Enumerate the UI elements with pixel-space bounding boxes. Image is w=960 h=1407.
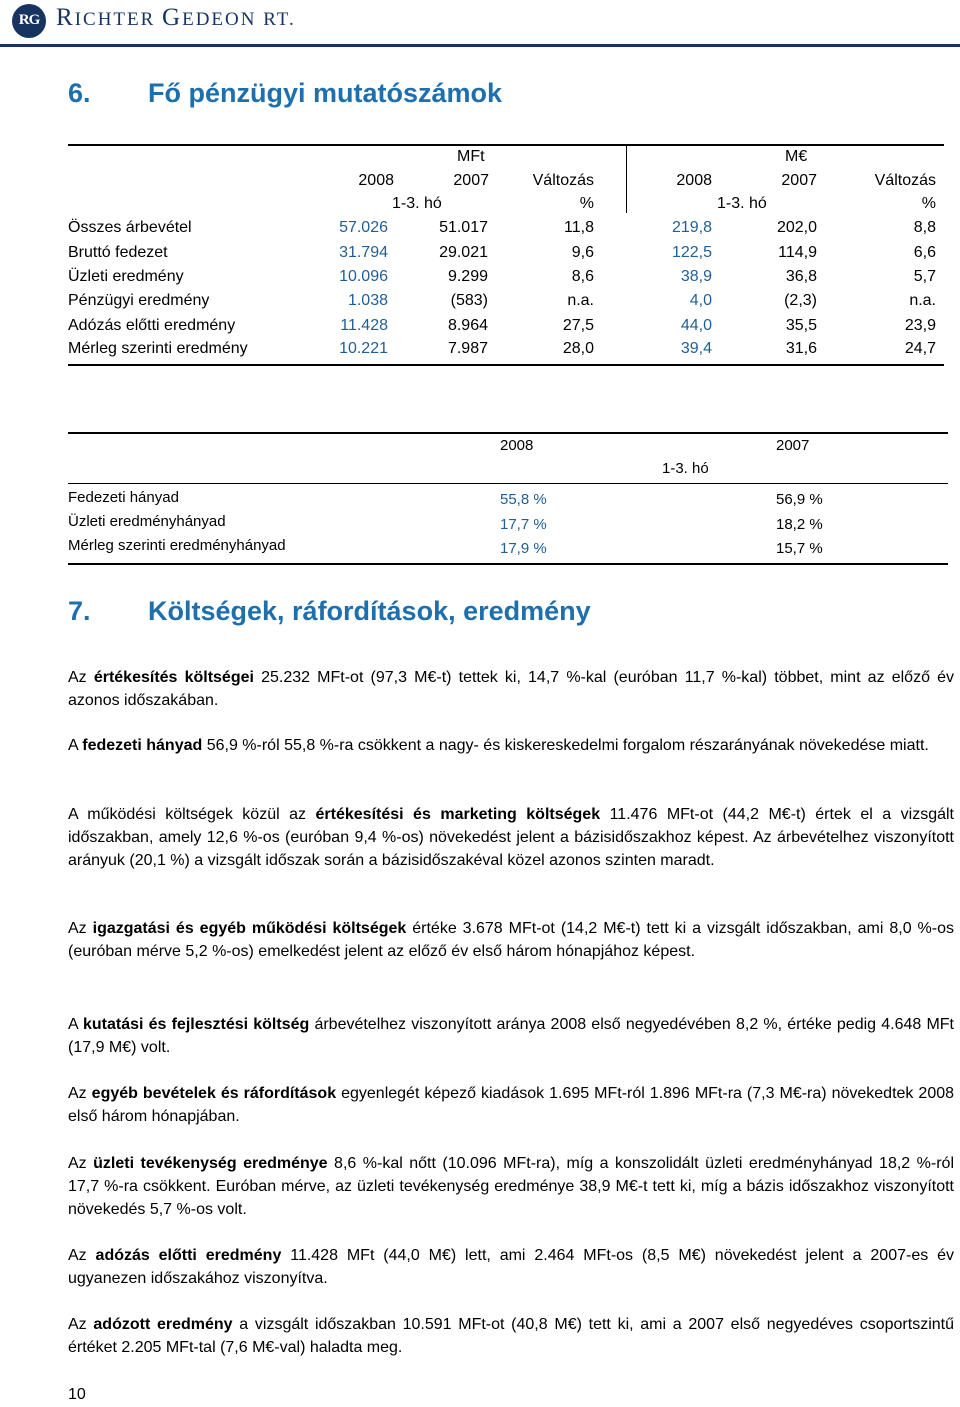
table1-group-meur: M€ (785, 148, 808, 165)
cell-2008: 17,9 % (500, 540, 547, 557)
cell-mft-2008: 10.221 (339, 340, 388, 357)
t2-head-2008: 2008 (500, 437, 534, 454)
t1-head-mft-2007: 2007 (453, 172, 489, 189)
table1-column-divider (626, 146, 627, 213)
cell-mft-change: 11,8 (564, 219, 594, 236)
table2-top-rule (68, 432, 948, 434)
cell-2007: 56,9 % (776, 491, 823, 508)
cell-meur-2008: 44,0 (680, 317, 712, 334)
table1-top-rule (68, 144, 944, 146)
row-label: Mérleg szerinti eredmény (68, 340, 248, 357)
t2-period: 1-3. hó (662, 460, 709, 477)
paragraph-gross-margin: A fedezeti hányad 56,9 %-ról 55,8 %-ra csökkent a nagy- és kiskereskedelmi forgalom részarányának növekedése miatt. (68, 737, 929, 754)
cell-meur-change: n.a. (909, 292, 936, 309)
t1-head-meur-change: Változás (874, 172, 936, 189)
t1-head-meur-2007: 2007 (781, 172, 817, 189)
table1-bottom-rule (68, 364, 944, 366)
cell-mft-2007: 9.299 (447, 268, 488, 285)
t1-head-mft-change: Változás (532, 172, 594, 189)
section-7-number: 7. (68, 596, 91, 626)
cell-mft-2007: (583) (450, 292, 488, 309)
paragraph-profit-before-tax: Az adózás előtti eredmény 11.428 MFt (44,0 M€) lett, ami 2.464 MFt-os (8,5 M€) növekedést jelent a 2007-es év ugyanezen időszakához viszonyítva. (68, 1247, 954, 1287)
paragraph-other-income: Az egyéb bevételek és ráfordítások egyenlegét képező kiadások 1.695 MFt-ról 1.896 MFt-ra (7,3 M€-ra) növekedtek 2008 első három hónapjában. (68, 1085, 955, 1125)
cell-meur-change: 23,9 (904, 317, 936, 334)
cell-meur-2007: 114,9 (778, 244, 817, 261)
table1-group-mft: MFt (457, 148, 485, 165)
cell-meur-change: 8,8 (913, 219, 936, 236)
company-name: RICHTER GEDEON RT. (56, 4, 296, 31)
cell-meur-change: 6,6 (913, 244, 936, 261)
paragraph-selling-costs: Az értékesítés költségei 25.232 MFt-ot (97,3 M€-t) tettek ki, 14,7 %-kal (euróban 11,7 %-kal) többet, mint az előző év azonos időszakában. (68, 669, 955, 709)
cell-mft-change: 27,5 (562, 317, 594, 334)
logo-monogram: RG (18, 12, 40, 28)
section-6-title: Fő pénzügyi mutatószámok (148, 78, 503, 108)
header-rule (0, 44, 960, 47)
cell-meur-2007: 36,8 (785, 268, 817, 285)
paragraph-rnd-costs: A kutatási és fejlesztési költség árbevételhez viszonyított aránya 2008 első negyedévében 8,2 %, értéke pedig 4.648 MFt (17,9 M€) volt. (68, 1016, 954, 1056)
row-label: Üzleti eredmény (68, 268, 184, 285)
cell-2007: 18,2 % (776, 516, 823, 533)
cell-mft-change: 8,6 (571, 268, 594, 285)
paragraph-admin-costs: Az igazgatási és egyéb működési költségek értéke 3.678 MFt-ot (14,2 M€-t) tett ki a vizsgált időszakban, ami 8,0 %-os (euróban mérve 5,2 %-os) emelkedést jelent az előző év első három hónapjához képest. (68, 920, 955, 960)
cell-meur-2007: 35,5 (785, 317, 817, 334)
cell-meur-2007: 31,6 (785, 340, 817, 357)
cell-meur-2007: 202,0 (776, 219, 817, 236)
cell-mft-2007: 7.987 (447, 340, 488, 357)
cell-mft-2008: 1.038 (347, 292, 388, 309)
section-6-number: 6. (68, 78, 91, 108)
row-label: Mérleg szerinti eredményhányad (68, 537, 286, 554)
row-label: Bruttó fedezet (68, 244, 168, 261)
cell-meur-2008: 219,8 (671, 219, 712, 236)
row-label: Adózás előtti eredmény (68, 317, 236, 334)
cell-meur-2008: 4,0 (689, 292, 712, 309)
t1-pct-meur: % (921, 195, 936, 212)
cell-mft-change: 9,6 (571, 244, 594, 261)
t1-pct-mft: % (579, 195, 594, 212)
paragraph-operating-profit: Az üzleti tevékenység eredménye 8,6 %-kal nőtt (10.096 MFt-ra), míg a konszolidált üzleti eredményhányad 18,2 %-ról 17,7 %-ra csökkent. Euróban mérve, az üzleti tevékenység eredménye 38,9 M€-t tett ki, míg a bázis időszakhoz viszonyított növekedés 5,7 %-os volt. (68, 1155, 954, 1218)
table2-header-rule (68, 483, 948, 484)
table2-bottom-rule (68, 563, 948, 565)
cell-mft-2008: 57.026 (339, 219, 388, 236)
cell-2007: 15,7 % (776, 540, 823, 557)
row-label: Pénzügyi eredmény (68, 292, 210, 309)
t1-head-meur-2008: 2008 (676, 172, 712, 189)
row-label: Fedezeti hányad (68, 489, 179, 506)
cell-mft-2008: 11.428 (340, 317, 388, 334)
t1-period-mft: 1-3. hó (392, 195, 442, 212)
paragraph-net-profit: Az adózott eredmény a vizsgált időszakban 10.591 MFt-ot (40,8 M€) tett ki, ami a 2007 első negyedéves csoportszintű értéket 2.205 MFt-tal (7,6 M€-val) haladta meg. (68, 1316, 955, 1356)
cell-mft-2007: 8.964 (447, 317, 488, 334)
cell-mft-2008: 10.096 (339, 268, 388, 285)
row-label: Összes árbevétel (68, 219, 192, 236)
section-7-title: Költségek, ráfordítások, eredmény (148, 596, 591, 626)
cell-mft-2007: 51.017 (439, 219, 488, 236)
t1-head-mft-2008: 2008 (358, 172, 394, 189)
cell-mft-change: 28,0 (562, 340, 594, 357)
cell-meur-2008: 38,9 (680, 268, 712, 285)
cell-meur-2008: 122,5 (671, 244, 712, 261)
t1-period-meur: 1-3. hó (717, 195, 767, 212)
cell-2008: 17,7 % (500, 516, 547, 533)
cell-meur-change: 5,7 (913, 268, 936, 285)
row-label: Üzleti eredményhányad (68, 513, 226, 530)
cell-mft-2007: 29.021 (439, 244, 488, 261)
cell-mft-change: n.a. (567, 292, 594, 309)
cell-2008: 55,8 % (500, 491, 547, 508)
cell-mft-2008: 31.794 (339, 244, 388, 261)
page-number: 10 (68, 1386, 86, 1403)
cell-meur-2007: (2,3) (784, 292, 817, 309)
cell-meur-change: 24,7 (904, 340, 936, 357)
paragraph-marketing-costs: A működési költségek közül az értékesítési és marketing költségek 11.476 MFt-ot (44,2 M€-t) értek el a vizsgált időszakban, amely 12,6 %-os (euróban 9,4 %-os) növekedést jelent a bázisidőszakhoz képest. Az árbevételhez viszonyított arányuk (20,1 %) a vizsgált időszak során a bázisidőszakéval közel azonos szinten maradt. (68, 806, 954, 869)
t2-head-2007: 2007 (776, 437, 810, 454)
cell-meur-2008: 39,4 (680, 340, 712, 357)
